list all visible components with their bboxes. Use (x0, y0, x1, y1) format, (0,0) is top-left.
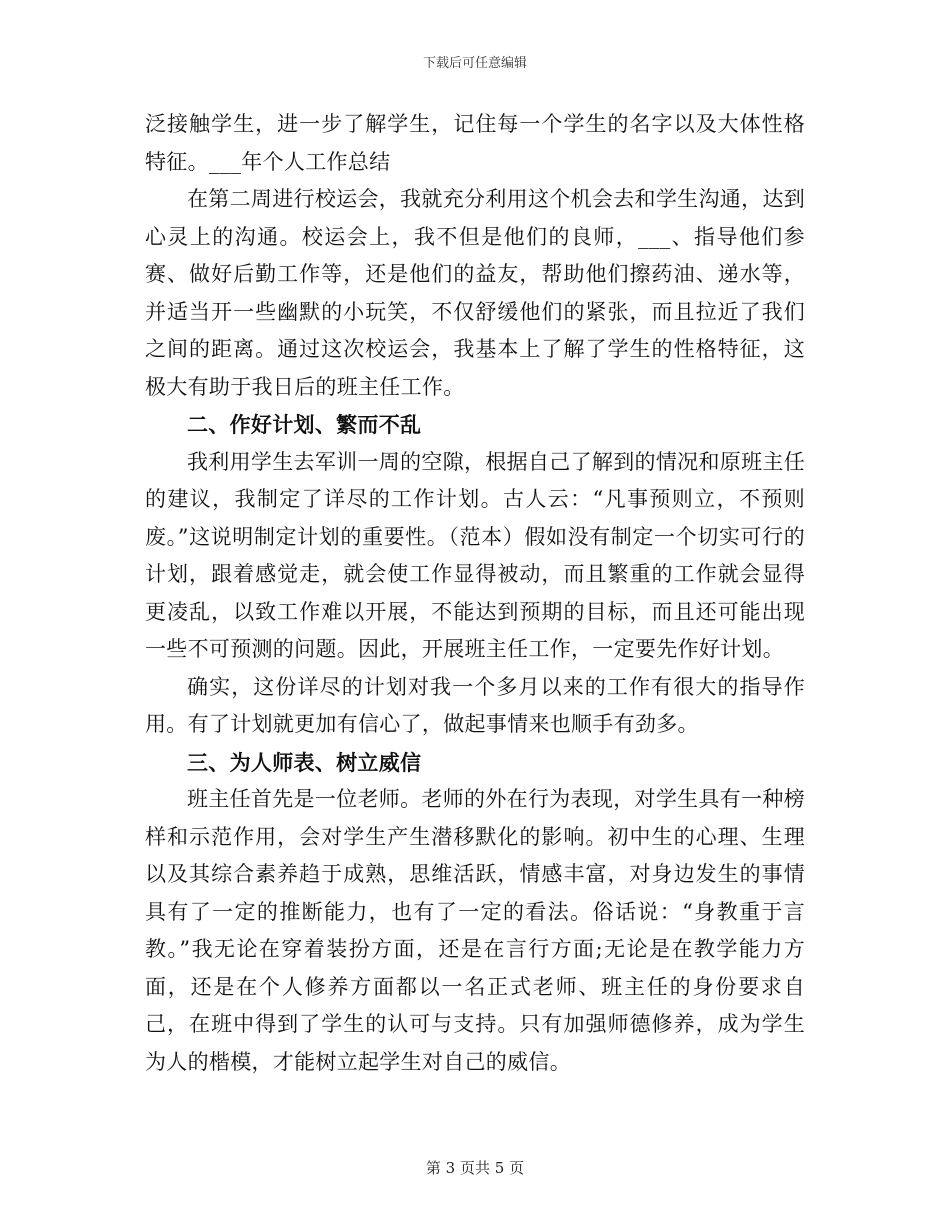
document-body (145, 106, 805, 1081)
section-heading-role-model: 三、为人师表、树立威信 (187, 749, 422, 775)
section-heading-plan: 二、作好计划、繁而不乱 (187, 412, 422, 437)
paragraph-plan-effect: 确实，这份详尽的计划对我一个多月以来的工作有很大的指导作用。有了计划就更加有信心了，做起事情来也顺手有劲多。 (145, 674, 805, 736)
paragraph-work-plan: 我利用学生去军训一周的空隙，根据自己了解到的情况和原班主任的建议，我制定了详尽的工作计划。古人云：“凡事预则立，不预则废。”这说明制定计划的重要性。（范本）假如没有制定一个切实可行的计划，跟着感觉走，就会使工作显得被动，而且繁重的工作就会显得更凌乱，以致工作难以开展，不能达到预期的目标，而且还可能出现一些不可预测的问题。因此，开展班主任工作，一定要先作好计划。 (145, 449, 805, 661)
page-number: 第 3 页共 5 页 (425, 1159, 525, 1177)
paragraph-role-model: 班主任首先是一位老师。老师的外在行为表现，对学生具有一种榜样和示范作用，会对学生产生潜移默化的影响。初中生的心理、生理以及其综合素养趋于成熟，思维活跃，情感丰富，对身边发生的事情具有了一定的推断能力，也有了一定的看法。俗话说：“身教重于言教。”我无论在穿着装扮方面，还是在言行方面;无论是在教学能力方面，还是在个人修养方面都以一名正式老师、班主任的身份要求自己，在班中得到了学生的认可与支持。只有加强师德修养，成为学生为人的楷模，才能树立起学生对自己的威信。 (145, 787, 805, 1074)
paragraph-intro-continuation: 泛接触学生，进一步了解学生，记住每一个学生的名字以及大体性格特征。___年个人工作总结 (145, 112, 805, 174)
paragraph-sports-meet: 在第二周进行校运会，我就充分利用这个机会去和学生沟通，达到心灵上的沟通。校运会上，我不但是他们的良师，___、指导他们参赛、做好后勤工作等，还是他们的益友，帮助他们擦药油、递水等，并适当开一些幽默的小玩笑，不仅舒缓他们的紧张，而且拉近了我们之间的距离。通过这次校运会，我基本上了解了学生的性格特征，这极大有助于我日后的班主任工作。 (145, 187, 805, 399)
page-header: 下载后可任意编辑 (422, 56, 527, 71)
